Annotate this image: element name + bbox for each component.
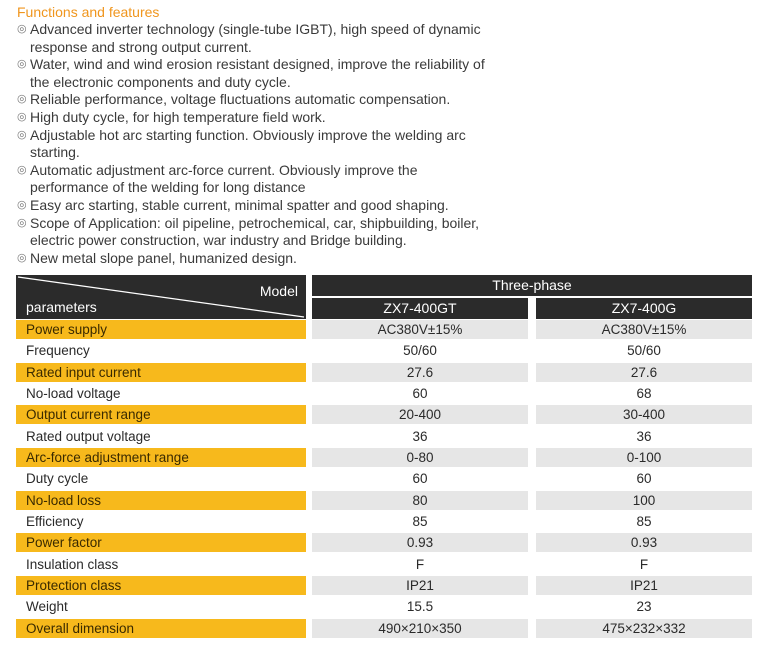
parameter-value: IP21	[536, 576, 752, 595]
parameter-name: Duty cycle	[26, 471, 89, 487]
table-row	[16, 362, 752, 383]
parameter-value: 36	[636, 428, 652, 444]
bullet-circle-icon: ◎	[17, 163, 27, 176]
header-corner-cell	[16, 275, 306, 319]
parameter-name: Output current range	[16, 405, 306, 424]
parameter-name: Arc-force adjustment range	[16, 448, 306, 467]
parameter-name: Overall dimension	[16, 619, 306, 638]
feature-item	[17, 127, 487, 162]
table-row	[16, 575, 752, 596]
bullet-circle-icon: ◎	[17, 128, 27, 141]
feature-text: Reliable performance, voltage fluctuations automatic compensation.	[30, 91, 451, 108]
feature-text: New metal slope panel, humanized design.	[30, 249, 297, 266]
parameter-name: Protection class	[16, 576, 306, 595]
parameter-value: AC380V±15%	[312, 320, 528, 339]
bullet-circle-icon: ◎	[17, 58, 27, 71]
table-row	[16, 426, 752, 447]
parameter-value: 0.93	[536, 533, 752, 552]
parameter-value: 0-100	[536, 448, 752, 467]
table-row	[16, 340, 752, 361]
parameter-name: Power supply	[16, 320, 306, 339]
feature-item	[17, 56, 487, 91]
feature-item	[17, 215, 487, 250]
table-row	[16, 447, 752, 468]
parameter-value: 100	[536, 491, 752, 510]
feature-item	[17, 162, 487, 197]
table-row	[16, 618, 752, 639]
parameter-value: 68	[636, 385, 652, 401]
parameter-name: Weight	[26, 599, 68, 615]
feature-item	[17, 91, 487, 109]
bullet-circle-icon: ◎	[17, 251, 27, 264]
table-row	[16, 596, 752, 617]
feature-item	[17, 197, 487, 215]
parameter-value: 23	[636, 599, 652, 615]
section-heading: Functions and features	[17, 4, 160, 20]
feature-text: Scope of Application: oil pipeline, petrochemical, car, shipbuilding, boiler, electric power construction, war industry and Bridge building.	[30, 214, 480, 249]
parameter-value: 490×210×350	[312, 619, 528, 638]
parameter-value: F	[415, 556, 425, 572]
spec-table	[16, 275, 752, 639]
parameter-name: No-load loss	[16, 491, 306, 510]
table-row	[16, 383, 752, 404]
parameter-name: Rated output voltage	[26, 428, 151, 444]
bullet-circle-icon: ◎	[17, 93, 27, 106]
table-row	[16, 404, 752, 425]
parameter-name: Insulation class	[26, 556, 119, 572]
parameter-name: No-load voltage	[26, 385, 121, 401]
feature-item	[17, 250, 487, 268]
feature-item	[17, 109, 487, 127]
table-row	[16, 468, 752, 489]
parameter-value: 50/60	[403, 343, 437, 359]
table-row	[16, 490, 752, 511]
parameter-value: 20-400	[312, 405, 528, 424]
phase-header: Three-phase	[312, 275, 752, 296]
parameter-value: 36	[412, 428, 428, 444]
parameter-value: 60	[412, 385, 428, 401]
table-row	[16, 511, 752, 532]
parameter-value: 60	[412, 471, 428, 487]
parameter-value: 60	[636, 471, 652, 487]
parameter-value: 85	[636, 513, 652, 529]
table-header	[16, 275, 752, 319]
parameter-value: 27.6	[536, 363, 752, 382]
parameter-value: AC380V±15%	[536, 320, 752, 339]
parameter-value: 85	[412, 513, 428, 529]
feature-text: Advanced inverter technology (single-tube IGBT), high speed of dynamic response and strong output current.	[30, 21, 481, 55]
model-header-2: ZX7-400G	[536, 298, 752, 319]
feature-item	[17, 21, 487, 56]
parameter-value: 475×232×332	[536, 619, 752, 638]
parameter-value: 30-400	[536, 405, 752, 424]
feature-text: Adjustable hot arc starting function. Obviously improve the welding arc starting.	[30, 126, 466, 161]
table-row	[16, 532, 752, 553]
parameter-name: Efficiency	[26, 513, 84, 529]
model-label: Model	[259, 283, 298, 299]
parameter-value: 50/60	[627, 343, 661, 359]
parameter-value: 0-80	[312, 448, 528, 467]
parameter-value: 0.93	[312, 533, 528, 552]
table-body	[16, 319, 752, 639]
parameter-value: F	[639, 556, 649, 572]
parameter-value: 27.6	[312, 363, 528, 382]
feature-text: High duty cycle, for high temperature field work.	[30, 108, 326, 125]
parameter-name: Frequency	[26, 343, 90, 359]
bullet-circle-icon: ◎	[17, 110, 27, 123]
table-row	[16, 554, 752, 575]
parameter-value: 15.5	[406, 599, 434, 615]
parameter-value: 80	[312, 491, 528, 510]
parameter-value: IP21	[312, 576, 528, 595]
feature-text: Easy arc starting, stable current, minimal spatter and good shaping.	[30, 196, 449, 213]
bullet-circle-icon: ◎	[17, 198, 27, 211]
table-row	[16, 319, 752, 340]
parameter-name: Rated input current	[16, 363, 306, 382]
bullet-circle-icon: ◎	[17, 23, 27, 35]
features-list	[17, 21, 487, 267]
bullet-circle-icon: ◎	[17, 216, 27, 229]
parameters-label: parameters	[26, 299, 97, 315]
model-header-1: ZX7-400GT	[312, 298, 528, 319]
feature-text: Water, wind and wind erosion resistant designed, improve the reliability of the electronic components and duty cycle.	[30, 56, 485, 90]
parameter-name: Power factor	[16, 533, 306, 552]
feature-text: Automatic adjustment arc-force current. Obviously improve the performance of the welding for long distance	[30, 161, 418, 196]
